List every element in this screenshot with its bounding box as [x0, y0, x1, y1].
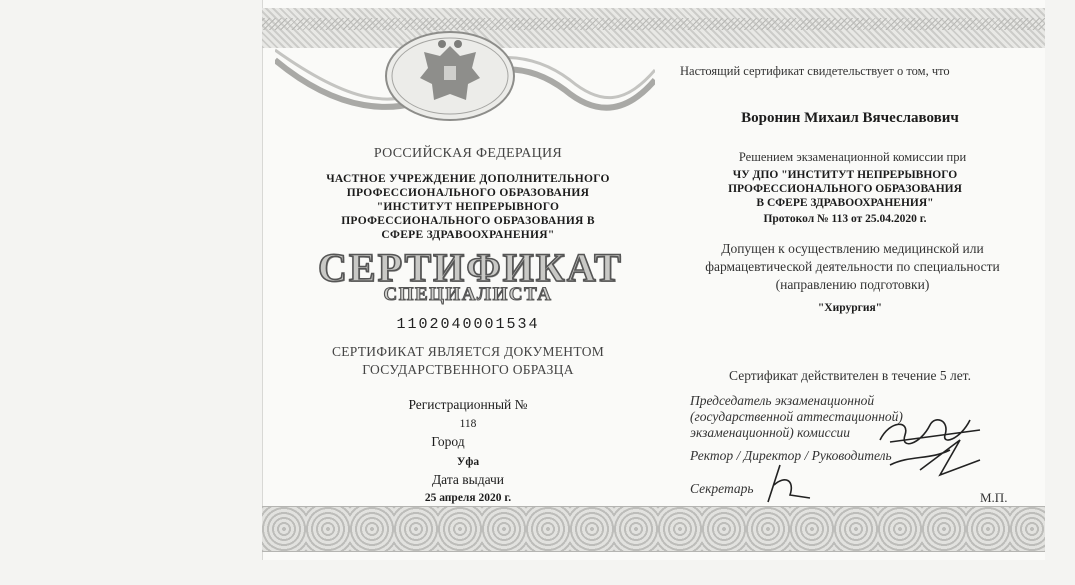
page-fold [262, 0, 263, 560]
federation-label: РОССИЙСКАЯ ФЕДЕРАЦИЯ [373, 146, 563, 161]
issue-date-value: 25 апреля 2020 г. [424, 492, 512, 504]
org-line: ПРОФЕССИОНАЛЬНОГО ОБРАЗОВАНИЯ В [341, 215, 595, 227]
bottom-ornament-band [262, 506, 1045, 552]
certificate-number: 1102040001534 [396, 316, 540, 333]
org2-line: ПРОФЕССИОНАЛЬНОГО ОБРАЗОВАНИЯ [728, 183, 962, 195]
issuing-organization [700, 168, 990, 210]
org2-line: ЧУ ДПО "ИНСТИТУТ НЕПРЕРЫВНОГО [732, 169, 958, 181]
org2-line: В СФЕРЕ ЗДРАВООХРАНЕНИЯ" [756, 197, 934, 209]
coat-of-arms-emblem [380, 28, 520, 123]
doc-note-line: ГОСУДАРСТВЕННОГО ОБРАЗЦА [362, 362, 574, 377]
city-value: Уфа [456, 456, 480, 468]
admission-line: фармацевтической деятельности по специальности [705, 259, 1000, 274]
issue-date-label: Дата выдачи [431, 472, 505, 487]
protocol-text: Протокол № 113 от 25.04.2020 г. [763, 213, 927, 225]
chair-line: (государственной аттестационной) [690, 409, 903, 424]
certificate-subtitle: СПЕЦИАЛИСТА [383, 284, 553, 305]
org-line: СФЕРЕ ЗДРАВООХРАНЕНИЯ" [381, 229, 555, 241]
city-label: Город [431, 434, 465, 449]
org-line: "ИНСТИТУТ НЕПРЕРЫВНОГО [376, 201, 560, 213]
stamp-placeholder: М.П. [980, 490, 1008, 505]
specialty: "Хирургия" [817, 302, 883, 314]
admission-text [675, 240, 1030, 294]
chair-line: Председатель экзаменационной [690, 393, 875, 408]
org-line: ЧАСТНОЕ УЧРЕЖДЕНИЕ ДОПОЛНИТЕЛЬНОГО [326, 173, 610, 185]
certificate-title: СЕРТИФИКАТ [318, 245, 623, 290]
registration-value: 118 [459, 418, 477, 430]
holder-name: Воронин Михаил Вячеславович [741, 110, 959, 126]
doc-note-line: СЕРТИФИКАТ ЯВЛЯЕТСЯ ДОКУМЕНТОМ [331, 344, 605, 359]
document-note [318, 343, 618, 379]
org-line: ПРОФЕССИОНАЛЬНОГО ОБРАЗОВАНИЯ [346, 187, 590, 199]
chair-line: экзаменационной) комиссии [690, 425, 851, 440]
handwritten-signatures [860, 400, 1000, 490]
registration-label: Регистрационный № [408, 397, 528, 412]
validity-text: Сертификат действителен в течение 5 лет. [729, 368, 971, 383]
organization-name [318, 172, 618, 242]
decision-text: Решением экзаменационной комиссии при [738, 150, 967, 164]
attest-text: Настоящий сертификат свидетельствует о том, что [680, 64, 950, 78]
secretary-signature [760, 460, 820, 505]
admission-line: (направлению подготовки) [775, 277, 930, 292]
rector-signature-label: Ректор / Директор / Руководитель [690, 448, 892, 463]
admission-line: Допущен к осуществлению медицинской или [721, 241, 984, 256]
secretary-signature-label: Секретарь [690, 481, 754, 496]
